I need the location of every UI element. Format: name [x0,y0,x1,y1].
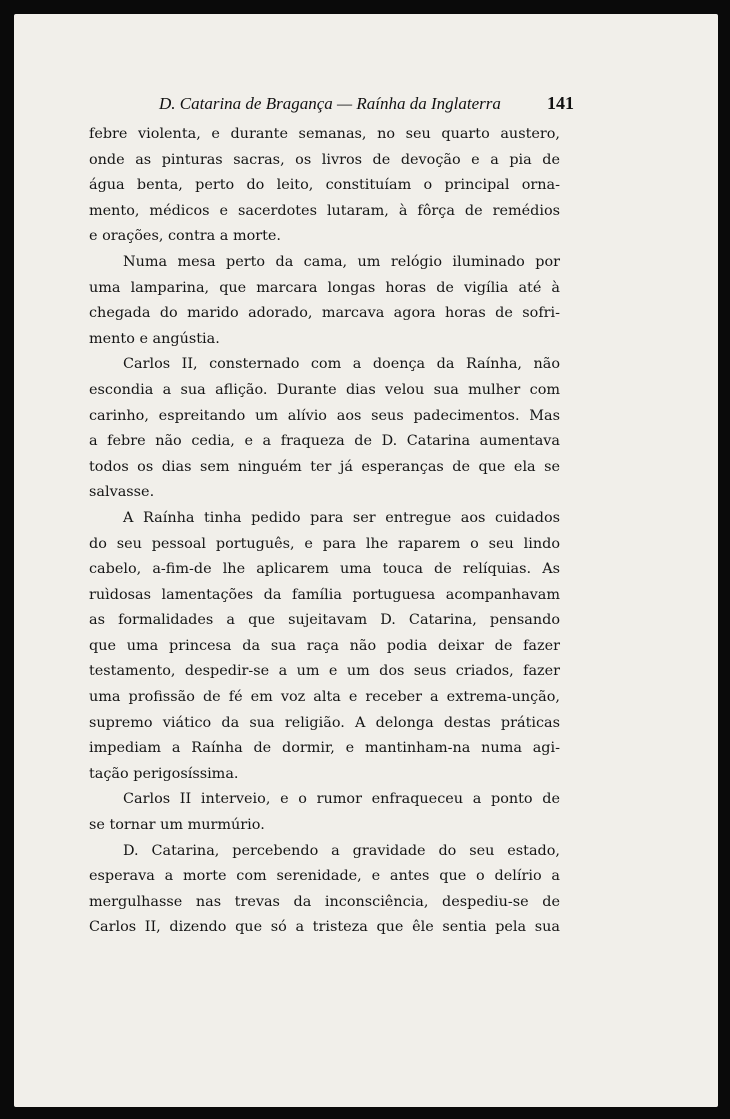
text-line: Numa mesa perto da cama, um relógio iluminado por [123,253,560,270]
text-line: supremo viático da sua religião. A delonga destas práticas [89,714,560,731]
page-number: 141 [547,93,574,113]
text-line: se tornar um murmúrio. [89,817,265,834]
text-line: todos os dias sem ninguém ter já esperanças de que ela se [89,458,560,475]
text-line: salvasse. [89,484,155,501]
text-line: carinho, espreitando um alívio aos seus padecimentos. Mas [89,407,560,424]
paragraph-5 [89,787,560,838]
text-line: esperava a morte com serenidade, e antes que o delírio a [89,868,560,885]
running-title: D. Catarina de Bragança — Raínha da Inglaterra [159,94,501,113]
text-line: uma lamparina, que marcara longas horas de vigília até à [89,279,560,296]
text-line: cabelo, a-fim-de lhe aplicarem uma touca de relíquias. As [89,561,560,578]
paragraph-2 [89,250,560,352]
text-line: água benta, perto do leito, constituíam o principal orna- [89,177,560,194]
text-line: chegada do marido adorado, marcava agora horas de sofri- [89,305,560,322]
text-line: Carlos II interveio, e o rumor enfraqueceu a ponto de [123,791,560,808]
page-header [144,90,574,118]
text-line: impediam a Raínha de dormir, e mantinham-na numa agi- [89,740,560,757]
text-line: as formalidades a que sujeitavam D. Catarina, pensando [89,612,560,629]
text-line: tação perigosíssima. [89,765,239,782]
paragraph-1 [89,122,560,250]
text-line: Carlos II, consternado com a doença da Raínha, não [123,356,560,373]
text-line: mergulhasse nas trevas da inconsciência, despediu-se de [89,893,560,910]
text-line: uma profissão de fé em voz alta e receber a extrema-unção, [89,689,560,706]
text-line: ruìdosas lamentações da família portuguesa acompanhavam [89,586,560,603]
text-line: que uma princesa da sua raça não podia deixar de fazer [89,637,560,654]
text-line: febre violenta, e durante semanas, no seu quarto austero, [89,126,560,142]
text-line: do seu pessoal português, e para lhe raparem o seu lindo [89,535,560,552]
text-line: e orações, contra a morte. [89,228,282,245]
paragraph-3 [89,352,560,506]
paragraph-4 [89,506,560,788]
paragraph-6 [89,839,560,941]
text-line: mento e angústia. [89,330,220,347]
text-line: A Raínha tinha pedido para ser entregue aos cuidados [123,509,560,526]
text-line: testamento, despedir-se a um e um dos seus criados, fazer [89,663,560,680]
text-line: Carlos II, dizendo que só a tristeza que êle sentia pela sua [89,919,560,936]
text-line: D. Catarina, percebendo a gravidade do seu estado, [123,842,560,859]
text-line: onde as pinturas sacras, os livros de devoção e a pia de [89,151,560,168]
text-line: a febre não cedia, e a fraqueza de D. Catarina aumentava [89,433,560,450]
body-text [89,122,560,941]
text-line: mento, médicos e sacerdotes lutaram, à fôrça de remédios [89,202,560,219]
text-line: escondia a sua aflição. Durante dias velou sua mulher com [89,381,560,398]
